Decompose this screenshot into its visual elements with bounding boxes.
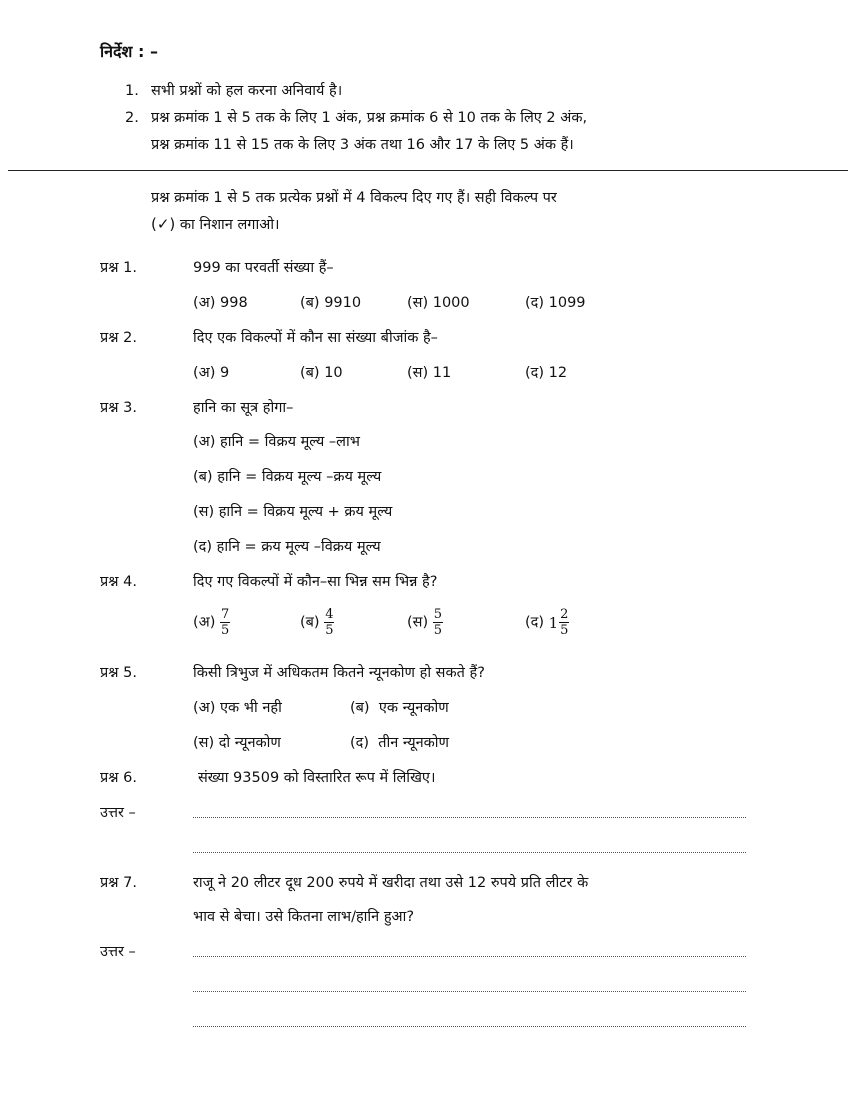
option-b[interactable]: [350, 697, 449, 717]
option-key: (द): [525, 365, 545, 381]
option-c[interactable]: [407, 607, 443, 638]
option-key: (द): [525, 295, 545, 311]
option-a[interactable]: [193, 697, 282, 717]
question-label: प्रश्न 3.: [100, 400, 137, 416]
question-label: प्रश्न 7.: [100, 875, 137, 891]
option-a[interactable]: [193, 362, 229, 382]
option-d[interactable]: [350, 732, 449, 752]
option-value: एक न्यूनकोण: [378, 700, 449, 716]
answer-line[interactable]: [193, 852, 746, 853]
option-c[interactable]: [407, 362, 451, 382]
instruction-item-2: [125, 107, 587, 127]
fraction: [324, 607, 334, 638]
option-a[interactable]: [193, 431, 360, 451]
question-text: दिए गए विकल्पों में कौन–सा भिन्न सम भिन्न है?: [193, 574, 438, 590]
option-d[interactable]: [525, 292, 586, 312]
option-key: (स): [407, 614, 429, 631]
option-value: दो न्यूनकोण: [218, 735, 281, 751]
question-text: हानि का सूत्र होगा–: [193, 400, 294, 416]
option-value: 1099: [548, 295, 586, 311]
instruction-text: प्रश्न क्रमांक 1 से 5 तक के लिए 1 अंक, प्रश्न क्रमांक 6 से 10 तक के लिए 2 अंक,: [151, 110, 588, 126]
numerator: 5: [433, 607, 443, 622]
option-value: 1000: [432, 295, 470, 311]
mcq-note-line-1: प्रश्न क्रमांक 1 से 5 तक प्रत्येक प्रश्नों में 4 विकल्प दिए गए हैं। सही विकल्प पर: [151, 190, 557, 206]
mixed-whole: 1: [548, 613, 559, 632]
instruction-number: 1.: [125, 83, 139, 99]
option-a[interactable]: [193, 292, 248, 312]
option-key: (ब): [300, 614, 320, 631]
option-b[interactable]: [300, 362, 343, 382]
option-value: हानि = विक्रय मूल्य –क्रय मूल्य: [217, 469, 382, 485]
option-key: (स): [193, 735, 215, 751]
instruction-text: सभी प्रश्नों को हल करना अनिवार्य है।: [151, 83, 343, 99]
section-divider: [8, 170, 848, 171]
denominator: 5: [560, 623, 569, 638]
option-a[interactable]: [193, 607, 230, 638]
option-key: (स): [193, 504, 215, 520]
denominator: 5: [433, 623, 443, 638]
option-c[interactable]: [407, 292, 470, 312]
question-label: प्रश्न 1.: [100, 260, 137, 276]
answer-line[interactable]: [193, 1026, 746, 1027]
option-key: (अ): [193, 295, 216, 311]
option-key: (अ): [193, 434, 216, 450]
denominator: 5: [325, 623, 334, 638]
denominator: 5: [221, 623, 230, 638]
answer-label: उत्तर –: [100, 805, 136, 821]
fraction: [433, 607, 443, 638]
answer-line[interactable]: [193, 991, 746, 992]
fraction: [559, 607, 569, 638]
option-c[interactable]: [193, 732, 281, 752]
question-text: 999 का परवर्ती संख्या हैं–: [193, 260, 334, 276]
question-label: प्रश्न 6.: [100, 770, 137, 786]
option-key: (अ): [193, 365, 216, 381]
question-text: किसी त्रिभुज में अधिकतम कितने न्यूनकोण हो सकते हैं?: [193, 665, 485, 681]
option-d[interactable]: [525, 607, 569, 638]
instructions-heading: निर्देश : –: [100, 42, 158, 61]
question-label: प्रश्न 2.: [100, 330, 137, 346]
option-value: 9: [220, 365, 230, 381]
question-text: दिए एक विकल्पों में कौन सा संख्या बीजांक है–: [193, 330, 438, 346]
option-value: हानि = विक्रय मूल्य –लाभ: [220, 434, 360, 450]
option-key: (द): [193, 539, 213, 555]
option-key: (स): [407, 295, 429, 311]
question-text-continued: भाव से बेचा। उसे कितना लाभ/हानि हुआ?: [193, 909, 415, 925]
question-text: संख्या 93509 को विस्तारित रूप में लिखिए।: [198, 770, 436, 786]
question-label: प्रश्न 5.: [100, 665, 137, 681]
option-key: (ब): [300, 295, 320, 311]
numerator: 7: [221, 607, 230, 622]
option-value: हानि = विक्रय मूल्य + क्रय मूल्य: [218, 504, 393, 520]
answer-line[interactable]: [193, 956, 746, 957]
option-c[interactable]: [193, 501, 392, 521]
option-key: (द): [350, 735, 370, 751]
instruction-item-2-continued: प्रश्न क्रमांक 11 से 15 तक के लिए 3 अंक तथा 16 और 17 के लिए 5 अंक हैं।: [151, 137, 574, 153]
option-value: 998: [220, 295, 248, 311]
question-label: प्रश्न 4.: [100, 574, 137, 590]
answer-label: उत्तर –: [100, 944, 136, 960]
option-b[interactable]: [300, 607, 334, 638]
fraction: [220, 607, 230, 638]
tick-mark-icon: (✓): [151, 215, 176, 233]
mcq-note-text: का निशान लगाओ।: [179, 217, 280, 233]
option-value: तीन न्यूनकोण: [378, 735, 450, 751]
option-value: 10: [324, 365, 343, 381]
instruction-item-1: [125, 80, 342, 100]
option-value: एक भी नही: [220, 700, 282, 716]
numerator: 2: [560, 607, 569, 622]
option-key: (अ): [193, 700, 216, 716]
option-key: (ब): [193, 469, 213, 485]
question-text: राजू ने 20 लीटर दूध 200 रुपये में खरीदा तथा उसे 12 रुपये प्रति लीटर के: [193, 875, 589, 891]
mcq-note-line-2: [151, 214, 280, 234]
numerator: 4: [325, 607, 334, 622]
option-b[interactable]: [193, 466, 381, 486]
option-value: 11: [432, 365, 452, 381]
option-key: (अ): [193, 614, 216, 631]
option-d[interactable]: [525, 362, 567, 382]
instruction-number: 2.: [125, 110, 139, 126]
option-key: (स): [407, 365, 429, 381]
option-key: (ब): [350, 700, 370, 716]
option-key: (ब): [300, 365, 320, 381]
option-value: हानि = क्रय मूल्य –विक्रय मूल्य: [216, 539, 381, 555]
option-key: (द): [525, 614, 545, 631]
answer-line[interactable]: [193, 817, 746, 818]
option-d[interactable]: [193, 536, 381, 556]
option-value: 12: [548, 365, 568, 381]
option-value: 9910: [324, 295, 362, 311]
option-b[interactable]: [300, 292, 361, 312]
